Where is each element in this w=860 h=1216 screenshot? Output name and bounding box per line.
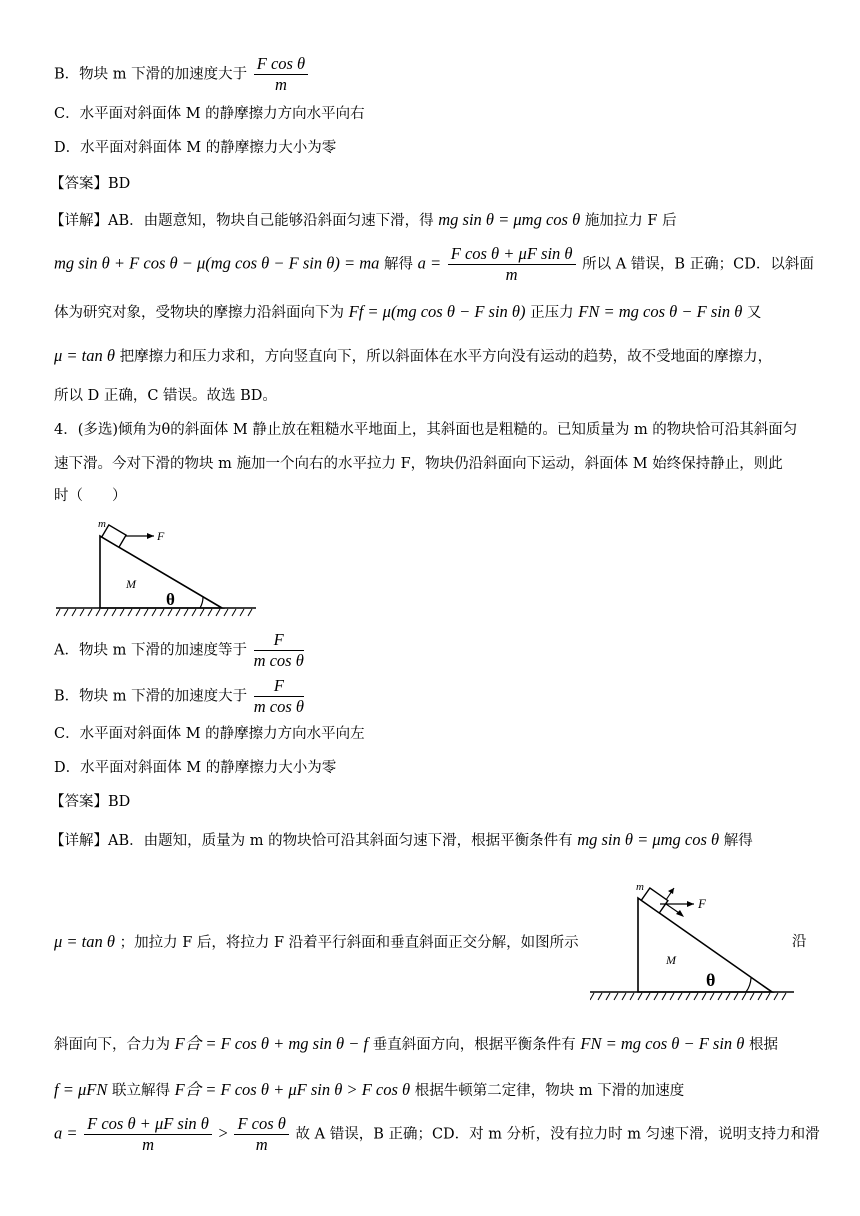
q4-option-d: D．水平面对斜面体 M 的静摩擦力大小为零: [54, 760, 337, 776]
label-big-m: M: [126, 577, 136, 591]
q3-option-b-fraction: $\frac{\text{F cos θ}}{m}$: [254, 54, 308, 95]
label-f: F: [698, 896, 706, 911]
label-theta: θ: [706, 970, 716, 990]
q4-option-b: B．物块 m 下滑的加速度大于 $\frac{F}{\text{m cos θ}}$: [54, 676, 304, 716]
q3-detail-line-4: μ = tan θ 把摩擦力和压力求和，方向竖直向下，所以斜面体在水平方向没有运动的趋势，故不受地面的摩擦力，: [54, 346, 773, 365]
q3-detail-line-2: mg sin θ + F cos θ − μ(mg cos θ − F sin θ) = ma 解得 a = $\frac{\text{F cos θ + μF sin θ}}{m}$ 所以 A 错误，B 正确；CD．以斜面: [54, 244, 814, 284]
q4-option-a-fraction: $\frac{F}{\text{m cos θ}}$: [253, 630, 304, 670]
q4-detail-line-2-end: 沿: [792, 934, 807, 950]
q4-stem-line-1: 4．(多选)倾角为θ的斜面体 M 静止放在粗糙水平地面上，其斜面也是粗糙的。已知质量为 m 的物块恰可沿其斜面匀: [54, 422, 798, 438]
q4-option-c: C．水平面对斜面体 M 的静摩擦力方向水平向左: [54, 726, 365, 742]
incline-diagram-1: [56, 514, 266, 620]
q4-acceleration-fraction-1: $\frac{\text{F cos θ + μF sin θ}}{m}$: [84, 1114, 212, 1155]
label-m: m: [636, 881, 644, 893]
q3-detail-line-3: 体为研究对象，受物块的摩擦力沿斜面向下为 Ff = μ(mg cos θ − F sin θ) 正压力 FN = mg cos θ − F sin θ 又: [54, 302, 762, 321]
q3-option-c: C．水平面对斜面体 M 的静摩擦力方向水平向右: [54, 106, 365, 122]
q4-acceleration-fraction-2: $\frac{\text{F cos θ}}{m}$: [234, 1114, 288, 1155]
q3-option-d: D．水平面对斜面体 M 的静摩擦力大小为零: [54, 140, 337, 156]
label-theta: θ: [166, 590, 175, 609]
label-big-m: M: [666, 953, 676, 967]
q4-detail-line-2: μ = tan θ ；加拉力 F 后，将拉力 F 沿着平行斜面和垂直斜面正交分解，如图所示: [54, 932, 579, 951]
q4-detail-line-3: 斜面向下，合力为 F合 = F cos θ + mg sin θ − f 垂直斜面方向，根据平衡条件有 FN = mg cos θ − F sin θ 根据: [54, 1034, 779, 1053]
q3-option-b: B．物块 m 下滑的加速度大于 $\frac{\text{F cos θ}}{m}$: [54, 54, 310, 95]
incline-diagram-2: [590, 870, 800, 1004]
q3-detail-line-1: 【详解】AB．由题意知，物块自己能够沿斜面匀速下滑，得 mg sin θ = μmg cos θ 施加拉力 F 后: [50, 210, 677, 229]
q4-answer: 【答案】BD: [50, 794, 131, 810]
q3-detail-line-5: 所以 D 正确，C 错误。故选 BD。: [54, 388, 277, 404]
q4-stem-line-3: 时（ ）: [54, 488, 127, 504]
q3-answer: 【答案】BD: [50, 176, 131, 192]
q4-detail-line-1: 【详解】AB．由题知，质量为 m 的物块恰可沿其斜面匀速下滑，根据平衡条件有 mg sin θ = μmg cos θ 解得: [50, 830, 753, 849]
q4-detail-line-5: a = $\frac{\text{F cos θ + μF sin θ}}{m}$ > $\frac{\text{F cos θ}}{m}$ 故 A 错误，B 正确；CD．对 m 分析，没有拉力时 m 匀速下滑，说明支持力和滑: [54, 1114, 820, 1154]
q4-option-a: A．物块 m 下滑的加速度等于 $\frac{F}{\text{m cos θ}}$: [54, 630, 304, 670]
q4-option-b-fraction: $\frac{F}{\text{m cos θ}}$: [253, 676, 304, 716]
q3-acceleration-fraction: $\frac{\text{F cos θ + μF sin θ}}{m}$: [448, 244, 576, 285]
q4-stem-line-2: 速下滑。今对下滑的物块 m 施加一个向右的水平拉力 F，物块仍沿斜面向下运动，斜面体 M 始终保持静止，则此: [54, 456, 783, 472]
q4-detail-line-4: f = μFN 联立解得 F合 = F cos θ + μF sin θ > F cos θ 根据牛顿第二定律，物块 m 下滑的加速度: [54, 1080, 685, 1099]
label-m: m: [98, 518, 106, 530]
block-m: [641, 888, 668, 913]
label-f: F: [157, 529, 165, 543]
